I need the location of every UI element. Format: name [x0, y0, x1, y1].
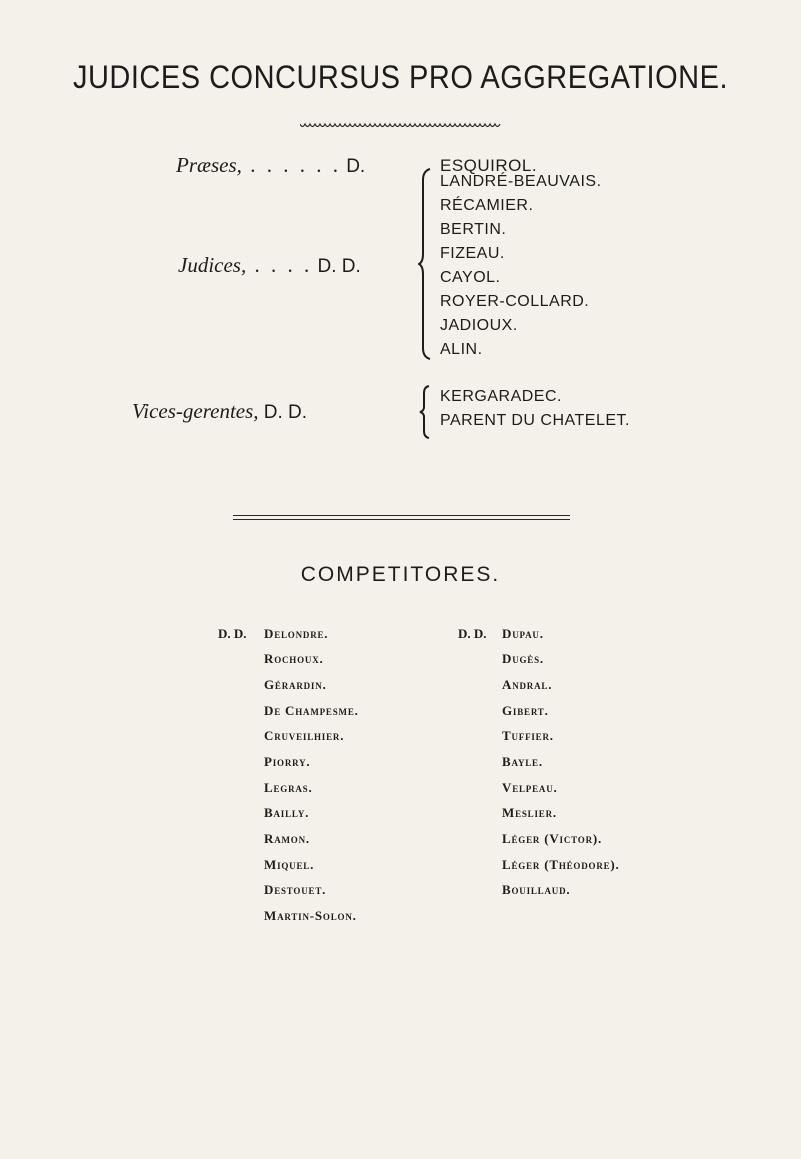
competitor-name-left: Legras. — [264, 780, 313, 795]
competitor-name-left: Cruveilhier. — [264, 728, 345, 743]
competitor-name-right: Andral. — [502, 677, 553, 692]
vices-prefix: D. D. — [263, 402, 308, 423]
competitor-name-left: Bailly. — [264, 805, 310, 820]
judices-line — [178, 253, 361, 278]
competitor-name-right: Léger (Victor). — [502, 831, 603, 846]
judices-brace — [418, 168, 432, 360]
competitor-name-left: De Champesme. — [264, 703, 359, 718]
divider-rule-top — [233, 515, 570, 516]
right-column-prefix: D. D. — [458, 626, 487, 641]
ornament-divider — [300, 121, 502, 131]
vices-line — [132, 399, 307, 424]
vice-gerens-name: KERGARADEC. — [440, 388, 562, 405]
competitor-name-right: Léger (Théodore). — [502, 857, 620, 872]
judex-name: JADIOUX. — [440, 317, 518, 334]
judices-prefix: D. D. — [317, 256, 361, 277]
competitores-title: COMPETITORES. — [300, 563, 501, 586]
judex-name: CAYOL. — [440, 269, 501, 286]
competitor-name-left: Destouet. — [264, 882, 327, 897]
judex-name: ROYER-COLLARD. — [440, 293, 590, 310]
praeses-label: Præses, — [176, 153, 242, 177]
judices-label: Judices, — [178, 253, 247, 277]
judex-name: RÉCAMIER. — [440, 197, 534, 214]
competitor-name-right: Bouillaud. — [502, 882, 571, 897]
judex-name: FIZEAU. — [440, 245, 505, 262]
praeses-dots: . . . . . . — [241, 153, 341, 177]
competitor-name-right: Gibert. — [502, 703, 549, 718]
competitor-name-left: Delondre. — [264, 626, 329, 641]
praeses-prefix: D. — [346, 156, 366, 177]
praeses-name: ESQUIROL. — [440, 156, 538, 175]
competitor-name-left: Rochoux. — [264, 651, 324, 666]
praeses-line — [176, 153, 365, 178]
divider-rule-bottom — [233, 519, 570, 520]
competitor-name-right: Bayle. — [502, 754, 543, 769]
competitor-name-left: Ramon. — [264, 831, 310, 846]
vices-label: Vices-gerentes, — [132, 399, 259, 423]
competitor-name-right: Meslier. — [502, 805, 557, 820]
competitor-name-right: Velpeau. — [502, 780, 558, 795]
competitor-name-right: Dupau. — [502, 626, 544, 641]
competitor-name-left: Piorry. — [264, 754, 311, 769]
competitor-name-left: Gérardin. — [264, 677, 327, 692]
page-title: JUDICES CONCURSUS PRO AGGREGATIONE. — [72, 60, 729, 96]
judex-name: LANDRÉ-BEAUVAIS. — [440, 173, 602, 190]
competitor-name-right: Dugès. — [502, 651, 544, 666]
competitor-name-right: Tuffier. — [502, 728, 554, 743]
competitor-name-left: Martin-Solon. — [264, 908, 357, 923]
judex-name: ALIN. — [440, 341, 483, 358]
vices-brace — [419, 385, 431, 439]
vice-gerens-name: PARENT DU CHATELET. — [440, 412, 630, 429]
competitor-name-left: Miquel. — [264, 857, 315, 872]
judex-name: BERTIN. — [440, 221, 507, 238]
judices-dots: . . . . — [246, 253, 313, 277]
left-column-prefix: D. D. — [218, 626, 247, 641]
